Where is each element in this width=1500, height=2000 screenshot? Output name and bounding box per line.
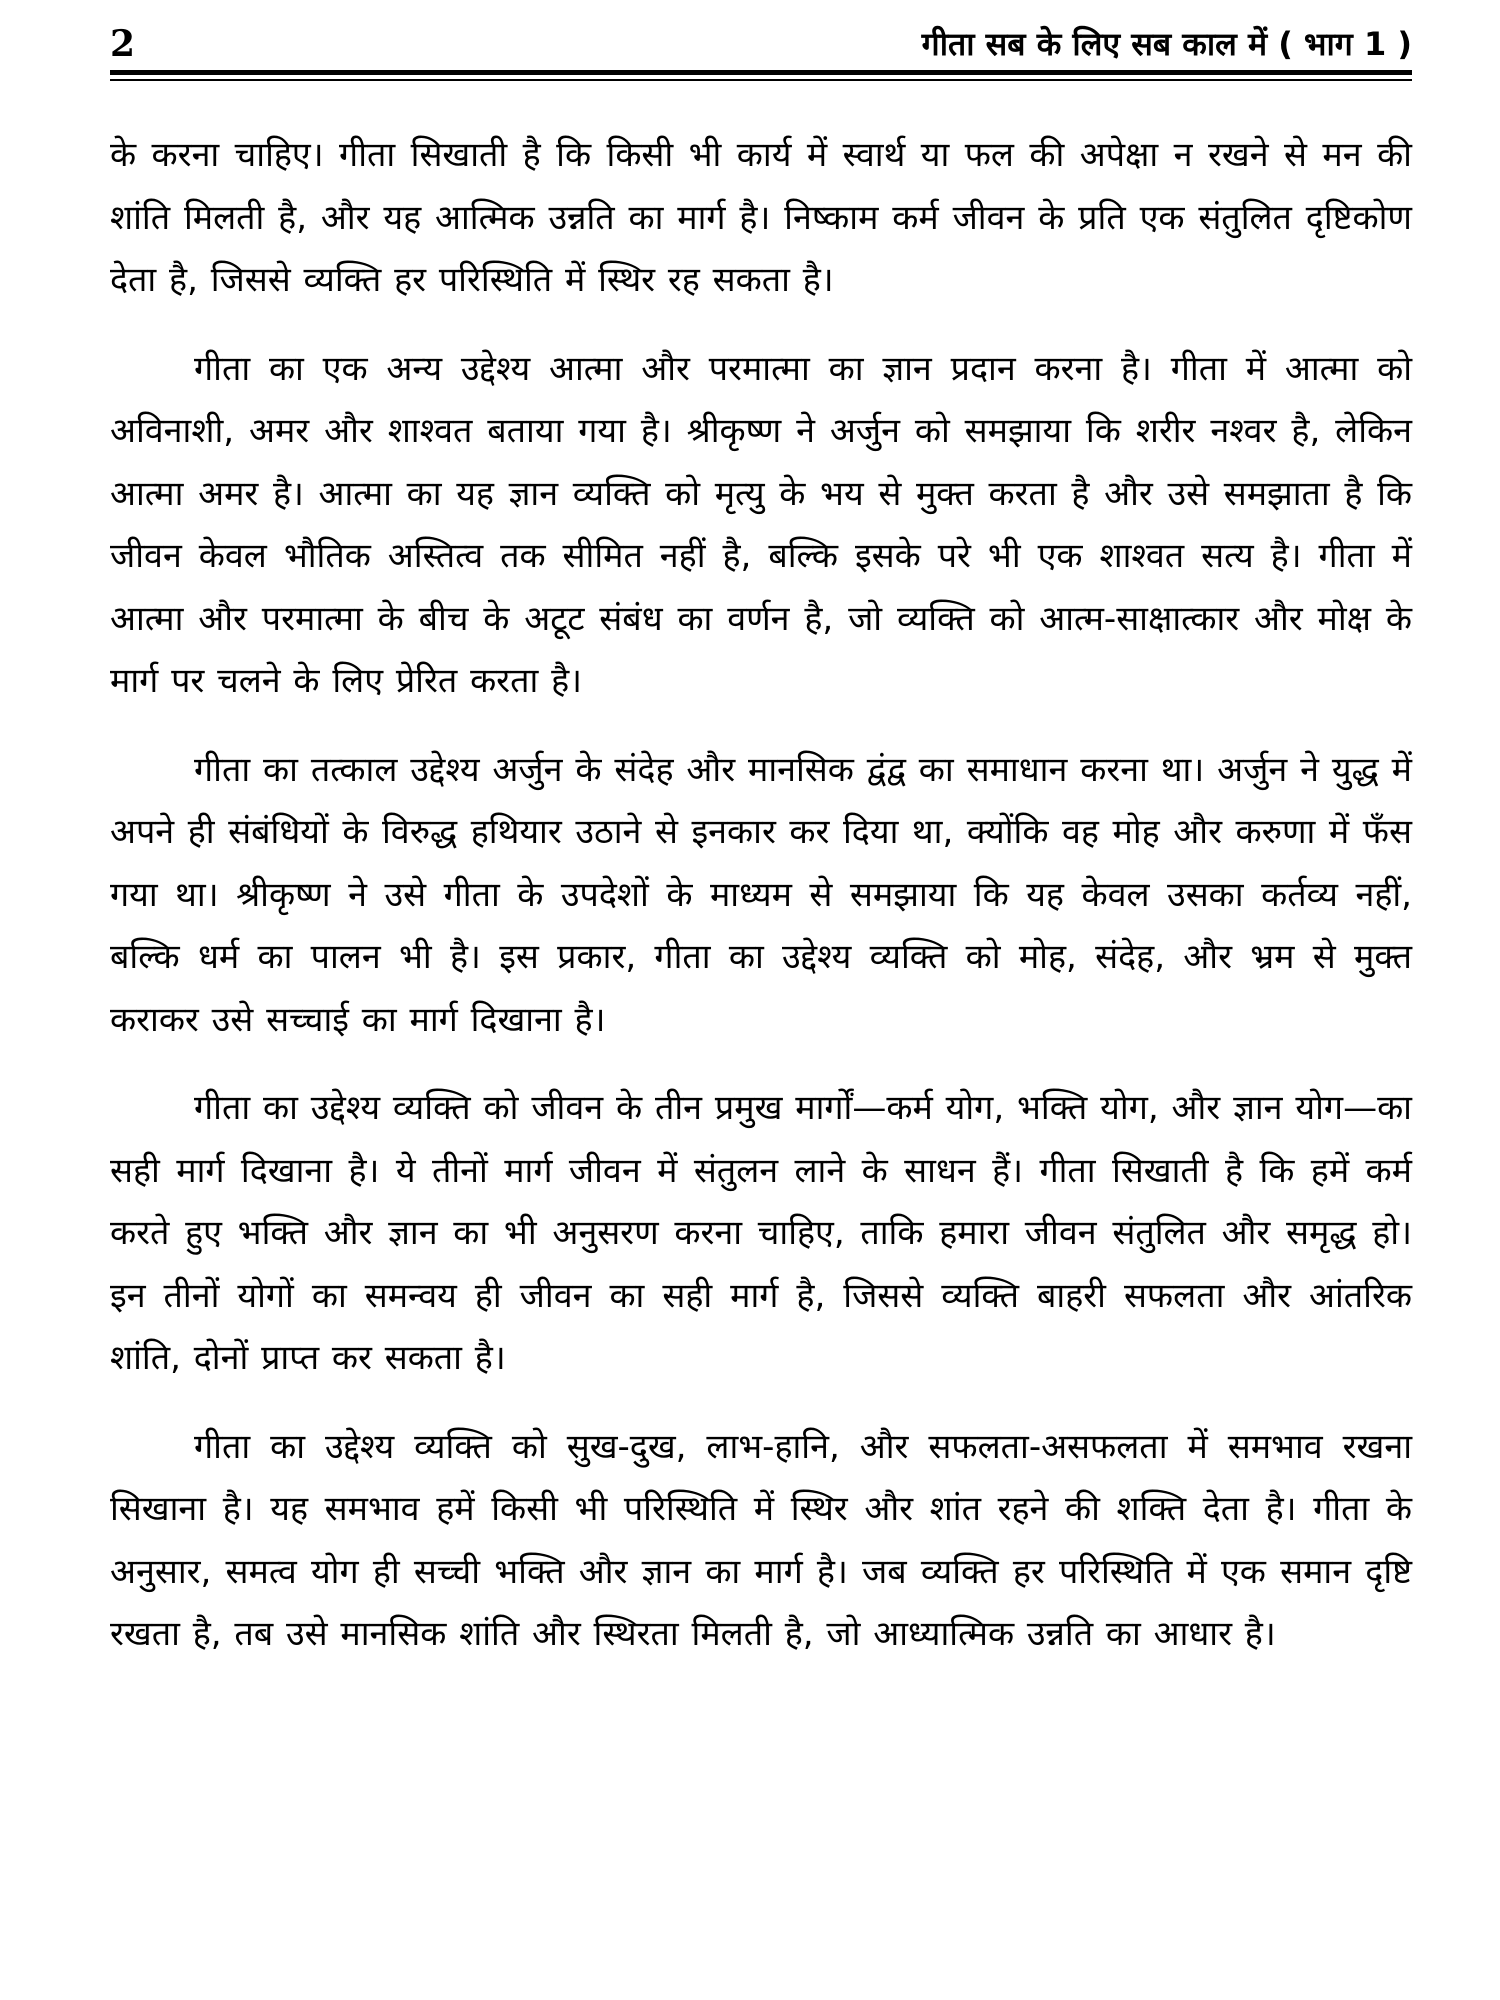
running-title: गीता सब के लिए सब काल में ( भाग 1 ) [921, 25, 1412, 63]
paragraph-2: गीता का एक अन्य उद्देश्य आत्मा और परमात्मा का ज्ञान प्रदान करना है। गीता में आत्मा को अविनाशी, अमर और शाश्वत बताया गया है। श्रीकृष्ण ने अर्जुन को समझाया कि शरीर नश्वर है, लेकिन आत्मा अमर है। आत्मा का यह ज्ञान व्यक्ति को मृत्यु के भय से मुक्त करता है और उसे समझाता है कि जीवन केवल भौतिक अस्तित्व तक सीमित नहीं है, बल्कि इसके परे भी एक शाश्वत सत्य है। गीता में आत्मा और परमात्मा के बीच के अटूट संबंध का वर्णन है, जो व्यक्ति को आत्म-साक्षात्कार और मोक्ष के मार्ग पर चलने के लिए प्रेरित करता है। [110, 348, 1412, 701]
paragraph-5: गीता का उद्देश्य व्यक्ति को सुख-दुख, लाभ-हानि, और सफलता-असफलता में समभाव रखना सिखाना है। यह समभाव हमें किसी भी परिस्थिति में स्थिर और शांत रहने की शक्ति देता है। गीता के अनुसार, समत्व योग ही सच्ची भक्ति और ज्ञान का मार्ग है। जब व्यक्ति हर परिस्थिति में एक समान दृष्टि रखता है, तब उसे मानसिक शांति और स्थिरता मिलती है, जो आध्यात्मिक उन्नति का आधार है। [110, 1426, 1412, 1654]
header-rule-thin [110, 79, 1412, 81]
header-rule-thick [110, 70, 1412, 75]
paragraph-3: गीता का तत्काल उद्देश्य अर्जुन के संदेह और मानसिक द्वंद्व का समाधान करना था। अर्जुन ने युद्ध में अपने ही संबंधियों के विरुद्ध हथियार उठाने से इनकार कर दिया था, क्योंकि वह मोह और करुणा में फँस गया था। श्रीकृष्ण ने उसे गीता के उपदेशों के माध्यम से समझाया कि यह केवल उसका कर्तव्य नहीं, बल्कि धर्म का पालन भी है। इस प्रकार, गीता का उद्देश्य व्यक्ति को मोह, संदेह, और भ्रम से मुक्त कराकर उसे सच्चाई का मार्ग दिखाना है। [110, 749, 1412, 1040]
body-text [110, 124, 1412, 1692]
page-header [110, 20, 1412, 76]
page-number: 2 [110, 23, 136, 65]
paragraph-4: गीता का उद्देश्य व्यक्ति को जीवन के तीन प्रमुख मार्गों—कर्म योग, भक्ति योग, और ज्ञान योग—का सही मार्ग दिखाना है। ये तीनों मार्ग जीवन में संतुलन लाने के साधन हैं। गीता सिखाती है कि हमें कर्म करते हुए भक्ति और ज्ञान का भी अनुसरण करना चाहिए, ताकि हमारा जीवन संतुलित और समृद्ध हो। इन तीनों योगों का समन्वय ही जीवन का सही मार्ग है, जिससे व्यक्ति बाहरी सफलता और आंतरिक शांति, दोनों प्राप्त कर सकता है। [110, 1088, 1412, 1378]
paragraph-1: के करना चाहिए। गीता सिखाती है कि किसी भी कार्य में स्वार्थ या फल की अपेक्षा न रखने से मन की शांति मिलती है, और यह आत्मिक उन्नति का मार्ग है। निष्काम कर्म जीवन के प्रति एक संतुलित दृष्टिकोण देता है, जिससे व्यक्ति हर परिस्थिति में स्थिर रह सकता है। [110, 135, 1412, 300]
